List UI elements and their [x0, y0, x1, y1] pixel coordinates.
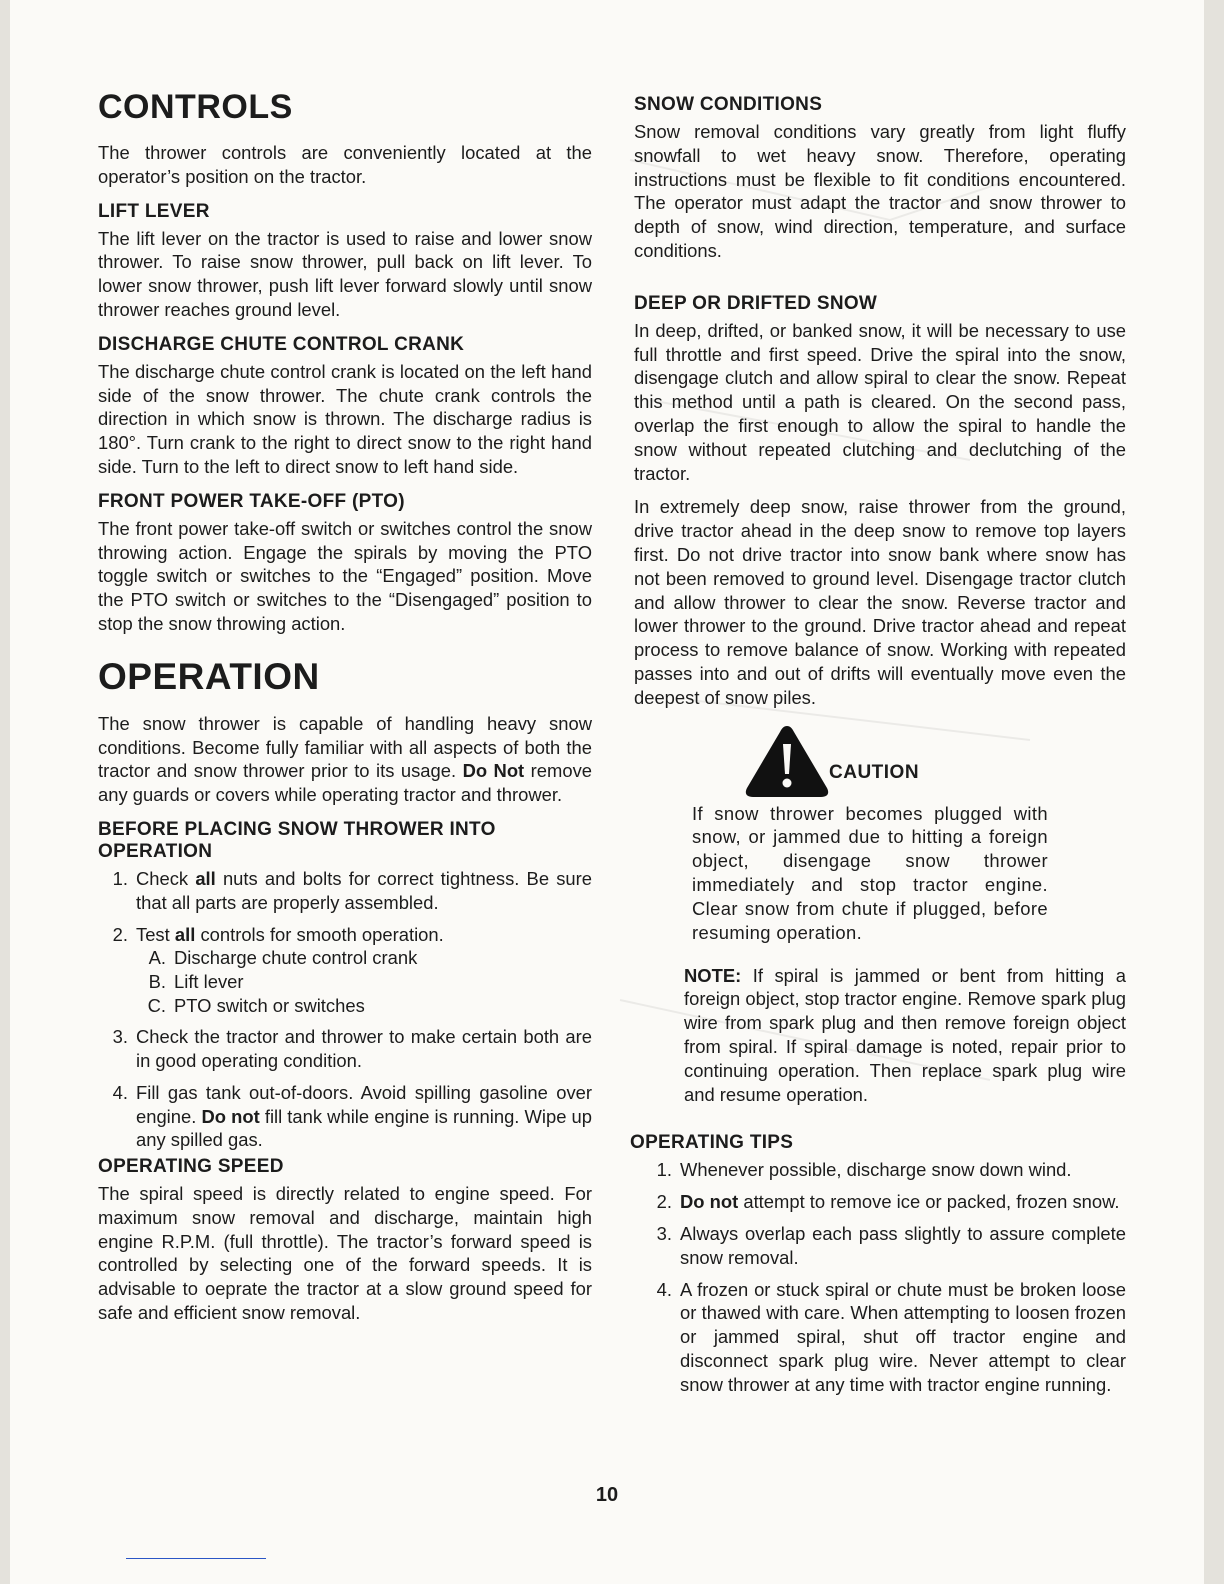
before-operation-heading: BEFORE PLACING SNOW THROWER INTO OPERATION: [98, 818, 496, 862]
chute-crank-text: The discharge chute control crank is located on the left hand side of the snow thrower. The chute crank controls the direction in which snow is thrown. The discharge radius is 180°. Turn crank to the right to direct snow to the right hand side. Turn to the left to direct snow to left hand side.: [98, 360, 592, 477]
deep-snow-text-1: In deep, drifted, or banked snow, it will be necessary to use full throttle and first speed. Drive the spiral into the snow, disengage clutch and allow spiral to clear the snow. Repeat this method until a path is cleared. On the second pass, overlap the first enough to allow the spiral to handle the snow without repeated clutching and declutching of the tractor.: [634, 319, 1126, 484]
chute-crank-heading: DISCHARGE CHUTE CONTROL CRANK: [98, 333, 465, 355]
list-item: 3. Check the tractor and thrower to make certain both are in good operating condition.: [112, 1026, 592, 1071]
controls-title: CONTROLS: [98, 88, 293, 126]
list-item: 2. Do not attempt to remove ice or packed, frozen snow.: [656, 1191, 1120, 1213]
caution-box: [634, 724, 1126, 964]
controls-intro: The thrower controls are conveniently located at the operator’s position on the tractor.: [98, 142, 592, 187]
warning-triangle-icon: [744, 724, 830, 798]
list-item: 2. Test all controls for smooth operation.: [112, 923, 444, 945]
pto-heading: FRONT POWER TAKE-OFF (PTO): [98, 490, 405, 512]
operating-speed-text: The spiral speed is directly related to engine speed. For maximum snow removal and discharge, maintain high engine R.P.M. (full throttle). The tractor’s forward speed is controlled by selecting one of the forward speeds. It is advisable to oeprate the tractor at a slow ground speed for safe and efficient snow removal.: [98, 1183, 592, 1324]
list-item: 1. Whenever possible, discharge snow down wind.: [656, 1159, 1072, 1181]
page-number: 10: [595, 1484, 619, 1506]
deep-snow-heading: DEEP OR DRIFTED SNOW: [634, 292, 878, 314]
list-item: 1. Check all nuts and bolts for correct tightness. Be sure that all parts are properly assembled.: [112, 867, 592, 913]
right-column: [630, 94, 1126, 1404]
sublist-item: C. PTO switch or switches: [147, 994, 365, 1016]
list-item: 3. Always overlap each pass slightly to assure complete snow removal.: [656, 1222, 1126, 1268]
footer-rule: [126, 1558, 266, 1559]
operation-intro: The snow thrower is capable of handling heavy snow conditions. Become fully familiar with all aspects of both the tractor and snow thrower prior to its usage. Do Not remove any guards or covers while operating tractor and thrower.: [98, 712, 592, 806]
snow-conditions-heading: SNOW CONDITIONS: [634, 94, 823, 115]
left-column: [98, 88, 592, 1331]
operating-speed-heading: OPERATING SPEED: [98, 1156, 284, 1178]
sublist-item: B. Lift lever: [148, 970, 244, 992]
list-item: 4. A frozen or stuck spiral or chute must be broken loose or thawed with care. When attempting to loosen frozen or jammed spiral, shut off tractor engine and disconnect spark plug wire. Never attempt to clear snow thrower at any time with tractor engine running.: [656, 1278, 1126, 1395]
operating-tips-heading: OPERATING TIPS: [630, 1132, 794, 1154]
snow-conditions-text: Snow removal conditions vary greatly from light fluffy snowfall to wet heavy snow. Therefore, operating instructions must be flexible to fit conditions encountered. The operator must adapt the tractor and snow thrower to depth of snow, wind direction, temperature, and surface conditions.: [634, 121, 1126, 261]
before-operation-list: [98, 867, 592, 1152]
lift-lever-text: The lift lever on the tractor is used to raise and lower snow thrower. To raise snow thrower, pull back on lift lever. To lower snow thrower, push lift lever forward slowly until snow thrower reaches ground level.: [98, 227, 592, 320]
lift-lever-heading: LIFT LEVER: [98, 200, 210, 222]
caution-text: If snow thrower becomes plugged with snow, or jammed due to hitting a foreign object, disengage snow thrower immediately and stop tractor engine. Clear snow from chute if plugged, before resuming operation.: [692, 802, 1048, 943]
manual-page: [10, 0, 1204, 1584]
operation-title: OPERATION: [98, 655, 320, 697]
note-text: NOTE: If spiral is jammed or bent from hitting a foreign object, stop tractor engine. Remove spark plug wire from spark plug and then remove foreign object from spiral. If spiral damage is noted, repair prior to continuing operation. Then replace spark plug wire and resume operation.: [684, 964, 1126, 1105]
deep-snow-text-2: In extremely deep snow, raise thrower from the ground, drive tractor ahead in the deep snow to remove top layers first. Do not drive tractor into snow bank where snow has not been removed to ground level. Disengage tractor clutch and allow thrower to clear the snow. Reverse tractor and lower thrower to the ground. Drive tractor ahead and repeat process to remove balance of snow. Working with repeated passes into and out of drifts will eventually move even the deepest of snow piles.: [634, 496, 1126, 708]
pto-text: The front power take-off switch or switches control the snow throwing action. Engage the spirals by moving the PTO toggle switch or switches to the “Engaged” position. Move the PTO switch or switches to the “Disengaged” position to stop the snow throwing action.: [98, 517, 592, 634]
controls-sublist: [136, 946, 592, 1017]
caution-label: CAUTION: [829, 761, 920, 783]
list-item: 4. Fill gas tank out-of-doors. Avoid spilling gasoline over engine. Do not fill tank while engine is running. Wipe up any spilled gas.: [112, 1081, 592, 1151]
operating-tips-list: [634, 1158, 1126, 1396]
sublist-item: A. Discharge chute control crank: [148, 947, 418, 969]
